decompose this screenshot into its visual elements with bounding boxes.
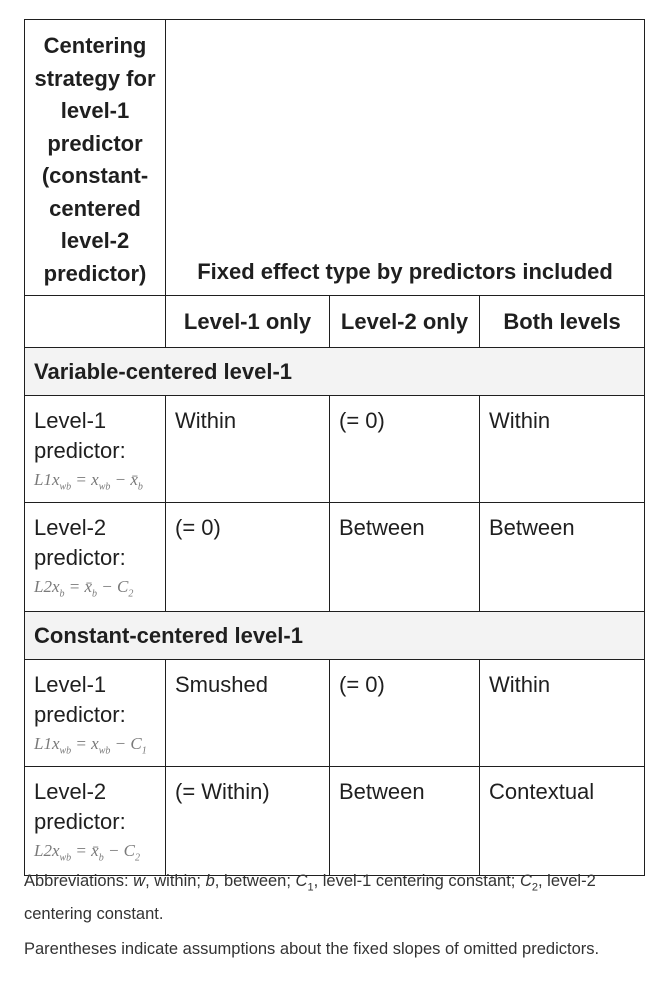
row-label: Level-1 predictor:	[34, 408, 126, 463]
table-cell: Smushed	[166, 660, 330, 767]
fixed-effect-header: Fixed effect type by predictors included	[166, 20, 645, 296]
column-header-level2: Level-2 only	[330, 296, 480, 348]
column-header-level1: Level-1 only	[166, 296, 330, 348]
column-header-both: Both levels	[480, 296, 645, 348]
table-cell: (= 0)	[330, 396, 480, 503]
table-cell: Within	[480, 396, 645, 503]
row-label-cell	[25, 396, 166, 503]
table-cell: (= Within)	[166, 767, 330, 876]
row-label-cell	[25, 767, 166, 876]
table-cell: Contextual	[480, 767, 645, 876]
table-cell: Between	[330, 503, 480, 612]
abbreviations-note: Abbreviations: w, within; b, between; $C_1$, level-1 centering constant; $C_2$, level-2 centering constant.	[24, 872, 596, 924]
formula: $L2x_{wb}$ = $x̄_b - C_2$	[34, 841, 141, 864]
assumptions-note: Parentheses indicate assumptions about the fixed slopes of omitted predictors.	[24, 940, 600, 958]
table-row	[25, 396, 645, 503]
corner-header: Centering strategy for level-1 predictor (constant-centered level-2 predictor)	[25, 20, 166, 296]
table-cell: Within	[480, 660, 645, 767]
fixed-effects-table	[24, 19, 645, 876]
table-cell: (= 0)	[330, 660, 480, 767]
table-cell: Within	[166, 396, 330, 503]
formula: $L1x_{wb} = x_{wb}$ − $x̄_b$	[34, 470, 143, 493]
table-cell: Between	[480, 503, 645, 612]
table-cell: Between	[330, 767, 480, 876]
table-row	[25, 503, 645, 612]
row-label: Level-2 predictor:	[34, 779, 126, 834]
row-label-cell	[25, 660, 166, 767]
empty-header-cell	[25, 296, 166, 348]
row-label-cell	[25, 503, 166, 612]
row-label: Level-1 predictor:	[34, 672, 126, 727]
formula: $L1x_{wb} = x_{wb} - C_1$	[34, 734, 147, 757]
table-cell: (= 0)	[166, 503, 330, 612]
table-row	[25, 767, 645, 876]
section-header-variable-centered: Variable-centered level-1	[25, 348, 645, 396]
table-row	[25, 660, 645, 767]
section-header-constant-centered: Constant-centered level-1	[25, 612, 645, 660]
row-label: Level-2 predictor:	[34, 515, 126, 570]
formula: $L2x_b$ = $x̄_b - C_2$	[34, 577, 134, 600]
